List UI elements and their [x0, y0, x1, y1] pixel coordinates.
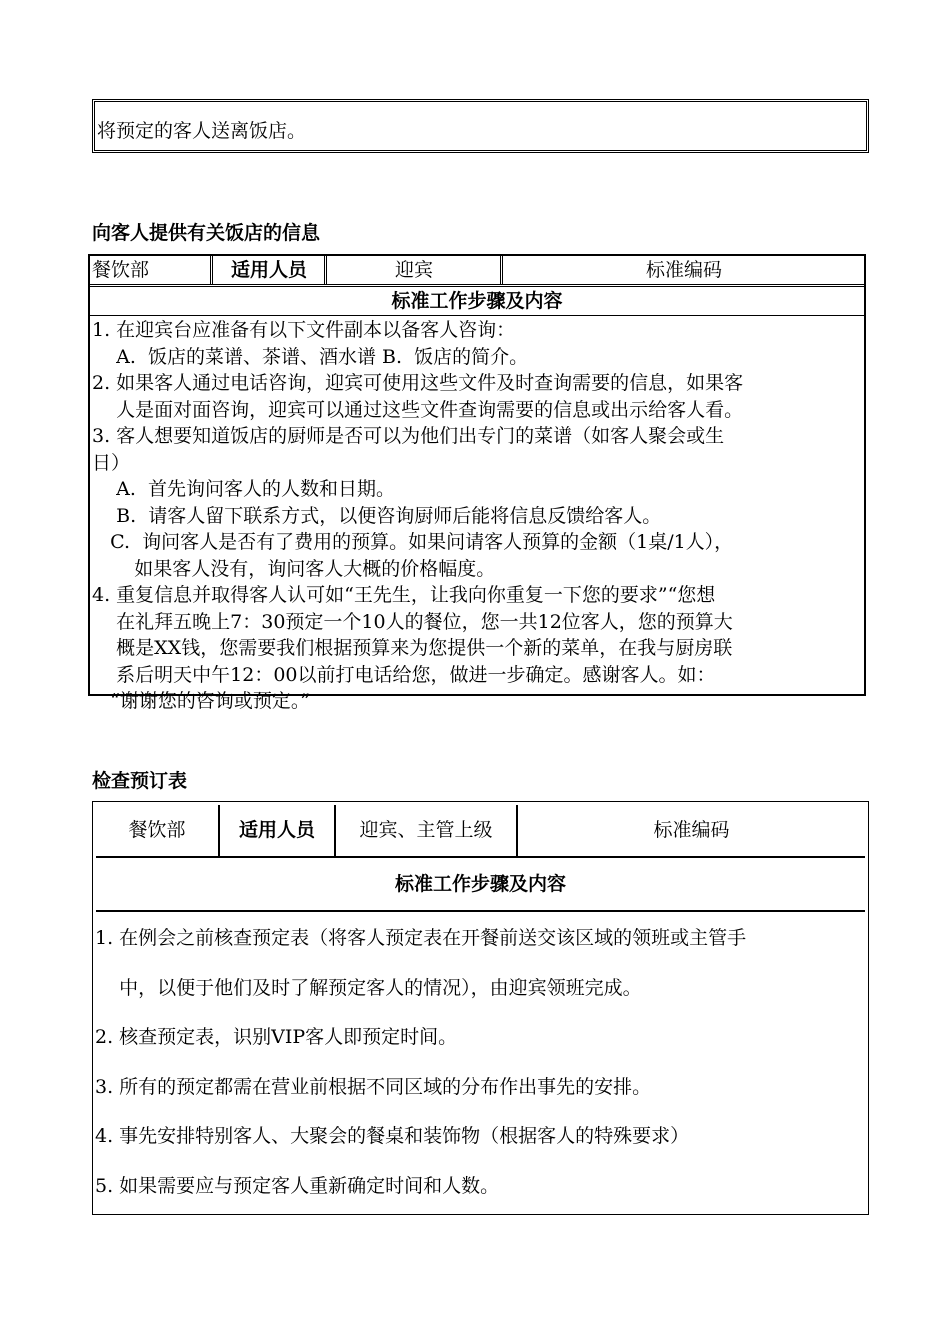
- list-item: 4. 事先安排特别客人、大聚会的餐桌和装饰物（根据客人的特殊要求）: [95, 1125, 690, 1147]
- dept-cell: 餐饮部: [92, 259, 150, 281]
- list-item: 1. 在迎宾台应准备有以下文件副本以备客人咨询：: [92, 319, 516, 341]
- applies-value-cell: 迎宾: [394, 259, 433, 281]
- list-item: 4. 重复信息并取得客人认可如“王先生，让我向你重复一下您的要求”“您想: [92, 584, 716, 606]
- list-item: 2. 如果客人通过电话咨询，迎宾可使用这些文件及时查询需要的信息，如果客: [92, 372, 744, 394]
- closing-note-text: 将预定的客人送离饭店。: [97, 120, 307, 142]
- closing-note-box: [92, 99, 869, 153]
- list-item: 3. 所有的预定都需在营业前根据不同区域的分布作出事先的安排。: [95, 1075, 652, 1098]
- hotel-info-table: [88, 254, 866, 712]
- steps-body: [95, 914, 865, 1211]
- list-item: 在礼拜五晚上7：30预定一个10人的餐位，您一共12位客人，您的预算大: [92, 610, 733, 633]
- list-item: B. 请客人留下联系方式，以便咨询厨师后能将信息反馈给客人。: [92, 504, 662, 527]
- applies-value-cell: 迎宾、主管上级: [359, 819, 493, 841]
- list-item: A. 首先询问客人的人数和日期。: [92, 478, 395, 500]
- list-item: C. 询问客人是否有了费用的预算。如果问请客人预算的金额（1桌/1人），: [92, 531, 734, 553]
- list-item: 5. 如果需要应与预定客人重新确定时间和人数。: [95, 1174, 500, 1197]
- divider: [210, 256, 213, 284]
- steps-subheader: 标准工作步骤及内容: [96, 859, 865, 912]
- section-heading-check-reservations: 检查预订表: [92, 770, 188, 792]
- code-label-cell: 标准编码: [645, 259, 722, 281]
- list-item: 日）: [92, 451, 131, 474]
- applies-label-cell: 适用人员: [230, 259, 307, 281]
- steps-body: [92, 317, 862, 715]
- table-header-row: [90, 256, 864, 285]
- list-item: A. 饭店的菜谱、茶谱、酒水谱 B. 饭店的简介。: [92, 345, 529, 368]
- list-item: 中，以便于他们及时了解预定客人的情况），由迎宾领班完成。: [95, 976, 642, 999]
- code-label-cell: 标准编码: [653, 819, 730, 841]
- divider: [500, 256, 503, 284]
- list-item: 如果客人没有，询问客人大概的价格幅度。: [92, 557, 496, 580]
- check-reservations-table: [92, 801, 869, 1215]
- divider: [324, 256, 327, 284]
- section-heading-hotel-info: 向客人提供有关饭店的信息: [92, 222, 321, 244]
- steps-subheader: 标准工作步骤及内容: [90, 286, 864, 316]
- list-item: “谢谢您的咨询或预定。”: [92, 690, 311, 712]
- list-item: 3. 客人想要知道饭店的厨师是否可以为他们出专门的菜谱（如客人聚会或生: [92, 425, 725, 447]
- list-item: 2. 核查预定表，识别VIP客人即预定时间。: [95, 1026, 458, 1048]
- table-header-row: [96, 805, 865, 858]
- list-item: 概是XX钱，您需要我们根据预算来为您提供一个新的菜单，在我与厨房联: [92, 637, 733, 659]
- applies-label-cell: 适用人员: [238, 819, 315, 841]
- list-item: 人是面对面咨询，迎宾可以通过这些文件查询需要的信息或出示给客人看。: [92, 398, 744, 421]
- list-item: 1. 在例会之前核查预定表（将客人预定表在开餐前送交该区域的领班或主管手: [95, 927, 747, 949]
- list-item: 系后明天中午12：00以前打电话给您，做进一步确定。感谢客人。如：: [92, 663, 716, 686]
- dept-cell: 餐饮部: [128, 819, 186, 841]
